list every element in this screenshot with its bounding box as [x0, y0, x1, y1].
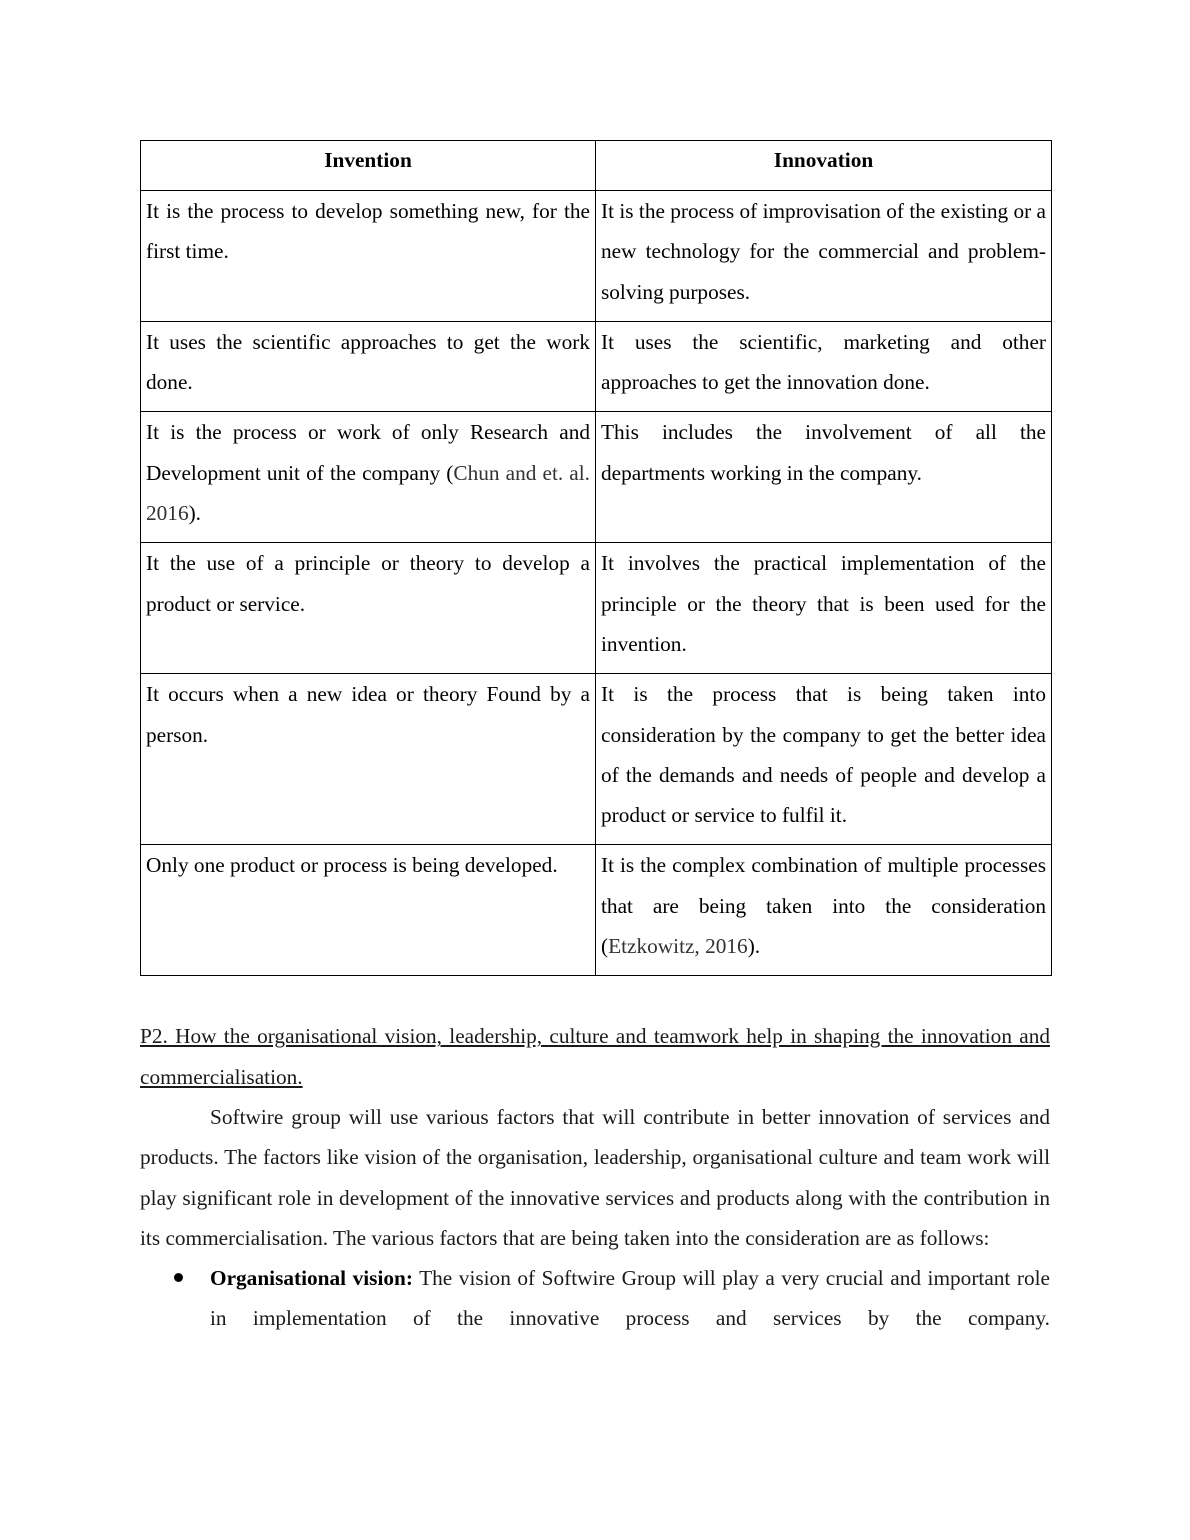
body-paragraph: Softwire group will use various factors that will contribute in better innovation of services and products. The factors like vision of the organisation, leadership, organisational culture and team work will play significant role in development of the innovative services and products along with the contribution in its commercialisation. The various factors that are being taken into the consideration are as follows:: [140, 1104, 1050, 1250]
list-item: [140, 1258, 1050, 1339]
invention-cell: It occurs when a new idea or theory Found by a person.: [141, 674, 596, 845]
cell-text-end: ).: [188, 501, 202, 526]
header-invention: Invention: [141, 141, 596, 191]
cell-text: It is the complex combination of multiple processes that are being taken into the consideration (: [601, 853, 1046, 959]
innovation-cell: It is the process of improvisation of the existing or a new technology for the commercial and problem-solving purposes.: [596, 191, 1052, 322]
factor-list: [140, 1258, 1050, 1339]
innovation-cell: It involves the practical implementation of the principle or the theory that is been used for the invention.: [596, 543, 1052, 674]
invention-cell: Only one product or process is being developed.: [141, 845, 596, 976]
invention-cell: It uses the scientific approaches to get the work done.: [141, 321, 596, 412]
document-page: [140, 140, 1050, 1339]
list-item-text: The vision of Softwire Group will play a very crucial and important role in implementation of the innovative process and services by the company.: [210, 1266, 1050, 1331]
innovation-cell: [596, 845, 1052, 976]
innovation-cell: It uses the scientific, marketing and other approaches to get the innovation done.: [596, 321, 1052, 412]
innovation-cell: It is the process that is being taken into consideration by the company to get the better idea of the demands and needs of people and develop a product or service to fulfil it.: [596, 674, 1052, 845]
invention-cell: [141, 412, 596, 543]
list-item-label: Organisational vision:: [210, 1266, 413, 1291]
table-row: [141, 321, 1052, 412]
citation: Chun and et. al. 2016: [146, 460, 590, 526]
invention-cell: It is the process to develop something new, for the first time.: [141, 191, 596, 322]
header-innovation: Innovation: [596, 141, 1052, 191]
table-row: [141, 674, 1052, 845]
table-row: [141, 845, 1052, 976]
invention-innovation-table: [140, 140, 1052, 976]
table-header-row: [141, 141, 1052, 191]
bullet-icon: [174, 1273, 183, 1282]
section-heading: P2. How the organisational vision, leadership, culture and teamwork help in shaping the innovation and commercialisation.: [140, 1024, 1050, 1089]
citation: Etzkowitz, 2016: [608, 934, 748, 959]
table-row: [141, 191, 1052, 322]
table-row: [141, 412, 1052, 543]
table-row: [141, 543, 1052, 674]
cell-text-end: ).: [747, 934, 761, 959]
invention-cell: It the use of a principle or theory to develop a product or service.: [141, 543, 596, 674]
cell-text: It is the process or work of only Research and Development unit of the company (: [146, 420, 590, 485]
innovation-cell: This includes the involvement of all the departments working in the company.: [596, 412, 1052, 543]
